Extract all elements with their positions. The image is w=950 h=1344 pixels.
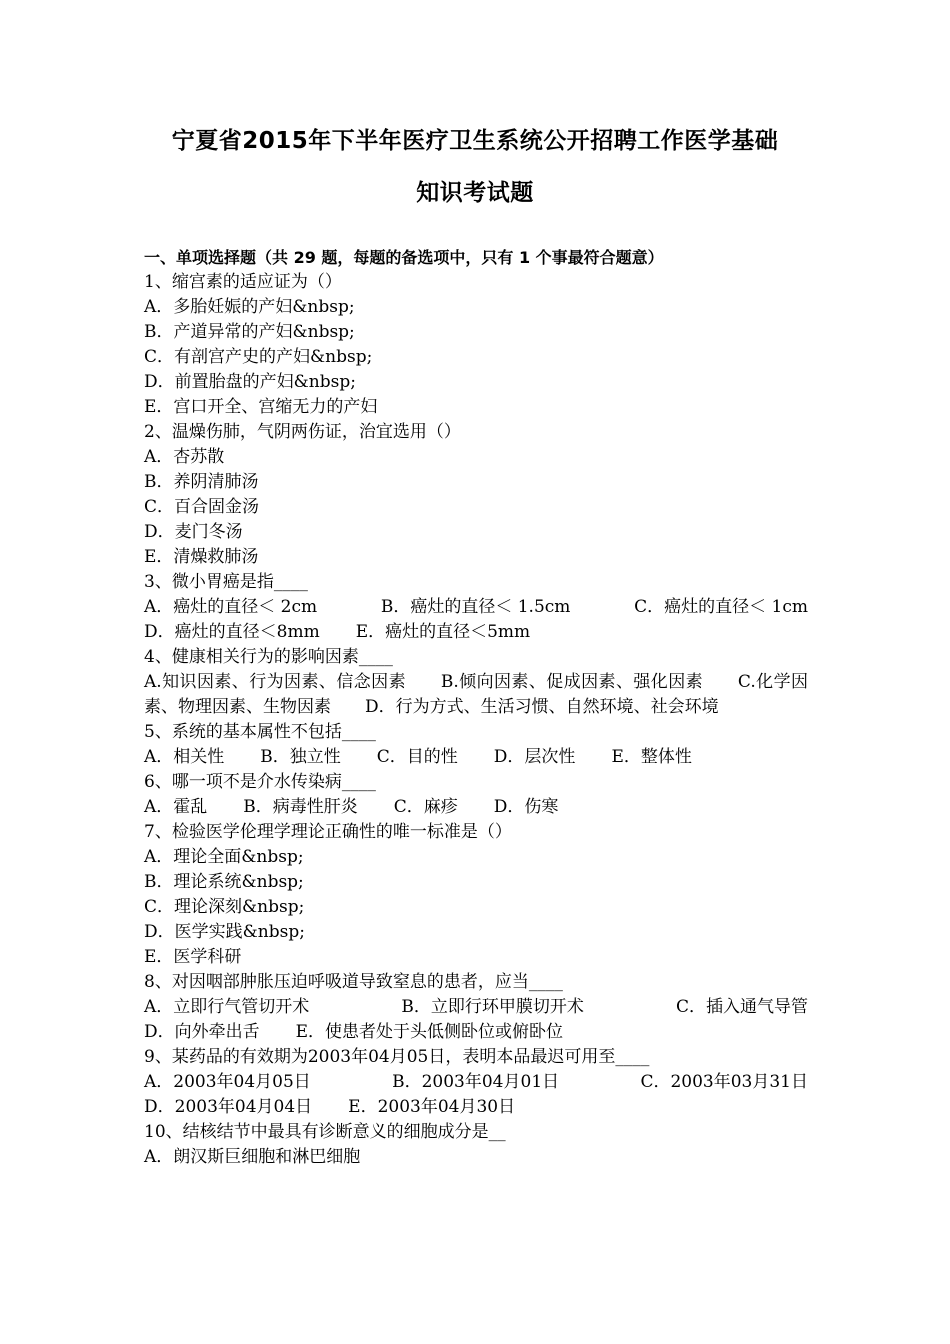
- option: A．立即行气管切开术: [144, 997, 310, 1017]
- option: D．前置胎盘的产妇&nbsp;: [144, 372, 356, 392]
- option: C．麻疹: [393, 797, 458, 817]
- option: C．插入通气导管: [675, 997, 808, 1017]
- document-body: [144, 245, 808, 1170]
- option: D．层次性: [493, 747, 576, 767]
- option: B．独立性: [260, 747, 341, 767]
- option: C．2003年03月31日: [640, 1072, 808, 1092]
- option: A．理论全面&nbsp;: [144, 847, 304, 867]
- option: B．病毒性肝炎: [243, 797, 358, 817]
- question-stem: 7、检验医学伦理学理论正确性的唯一标准是（）: [144, 822, 512, 842]
- question-stem: 1、缩宫素的适应证为（）: [144, 272, 342, 292]
- option: A．朗汉斯巨细胞和淋巴细胞: [144, 1147, 361, 1167]
- option: A．相关性: [144, 747, 225, 767]
- option: B．理论系统&nbsp;: [144, 872, 304, 892]
- option: A．2003年04月05日: [144, 1072, 311, 1092]
- question-stem: 5、系统的基本属性不包括____: [144, 722, 376, 742]
- option: E．癌灶的直径＜5mm: [355, 622, 531, 642]
- option: C．百合固金汤: [144, 497, 260, 517]
- question-stem: 4、健康相关行为的影响因素____: [144, 647, 393, 667]
- option: B．立即行环甲膜切开术: [401, 997, 584, 1017]
- option: B．养阴清肺汤: [144, 472, 259, 492]
- options-row: [144, 745, 808, 770]
- option: E．整体性: [611, 747, 692, 767]
- section-heading: 一、单项选择题（共 29 题，每题的备选项中，只有 1 个事最符合题意）: [144, 248, 664, 267]
- option: D．2003年04月04日: [144, 1097, 313, 1117]
- option: A．霍乱: [144, 797, 208, 817]
- option: E．使患者处于头低侧卧位或俯卧位: [295, 1022, 564, 1042]
- option: C．癌灶的直径＜ 1cm: [634, 597, 808, 617]
- option: E．宫口开全、宫缩无力的产妇: [144, 397, 378, 417]
- options-row: [144, 995, 808, 1020]
- document-title-line1: 宁夏省2015年下半年医疗卫生系统公开招聘工作医学基础: [171, 128, 779, 154]
- document-title-line2: 知识考试题: [416, 180, 534, 206]
- option: B．癌灶的直径＜ 1.5cm: [380, 597, 571, 617]
- options-row: [144, 795, 808, 820]
- question-stem: 8、对因咽部肿胀压迫呼吸道导致窒息的患者，应当____: [144, 972, 563, 992]
- option: B．产道异常的产妇&nbsp;: [144, 322, 355, 342]
- option: D．伤寒: [493, 797, 559, 817]
- option: D．向外牵出舌: [144, 1022, 260, 1042]
- question-stem: 6、哪一项不是介水传染病____: [144, 772, 376, 792]
- option: E．清燥救肺汤: [144, 547, 259, 567]
- option: E．2003年04月30日: [348, 1097, 516, 1117]
- option: D．癌灶的直径＜8mm: [144, 622, 320, 642]
- options-row: [144, 1095, 808, 1120]
- question-stem: 3、微小胃癌是指____: [144, 572, 308, 592]
- option: D．麦门冬汤: [144, 522, 243, 542]
- option: C．理论深刻&nbsp;: [144, 897, 305, 917]
- option: A．癌灶的直径＜ 2cm: [144, 597, 318, 617]
- option: A．杏苏散: [144, 447, 225, 467]
- options-row: [144, 1070, 808, 1095]
- question-stem: 10、结核结节中最具有诊断意义的细胞成分是__: [144, 1122, 506, 1142]
- options-row: [144, 620, 808, 645]
- option: C．有剖宫产史的产妇&nbsp;: [144, 347, 373, 367]
- options-paragraph: A.知识因素、行为因素、信念因素 B.倾向因素、促成因素、强化因素 C.化学因素、物理因素、生物因素 D．行为方式、生活习惯、自然环境、社会环境: [144, 672, 808, 717]
- options-row: [144, 1020, 808, 1045]
- option: A．多胎妊娠的产妇&nbsp;: [144, 297, 355, 317]
- question-stem: 2、温燥伤肺，气阴两伤证，治宜选用（）: [144, 422, 461, 442]
- option: E．医学科研: [144, 947, 242, 967]
- option: C．目的性: [376, 747, 458, 767]
- option: B．2003年04月01日: [392, 1072, 560, 1092]
- option: D．医学实践&nbsp;: [144, 922, 305, 942]
- options-row: [144, 595, 808, 620]
- question-stem: 9、某药品的有效期为2003年04月05日，表明本品最迟可用至____: [144, 1047, 650, 1067]
